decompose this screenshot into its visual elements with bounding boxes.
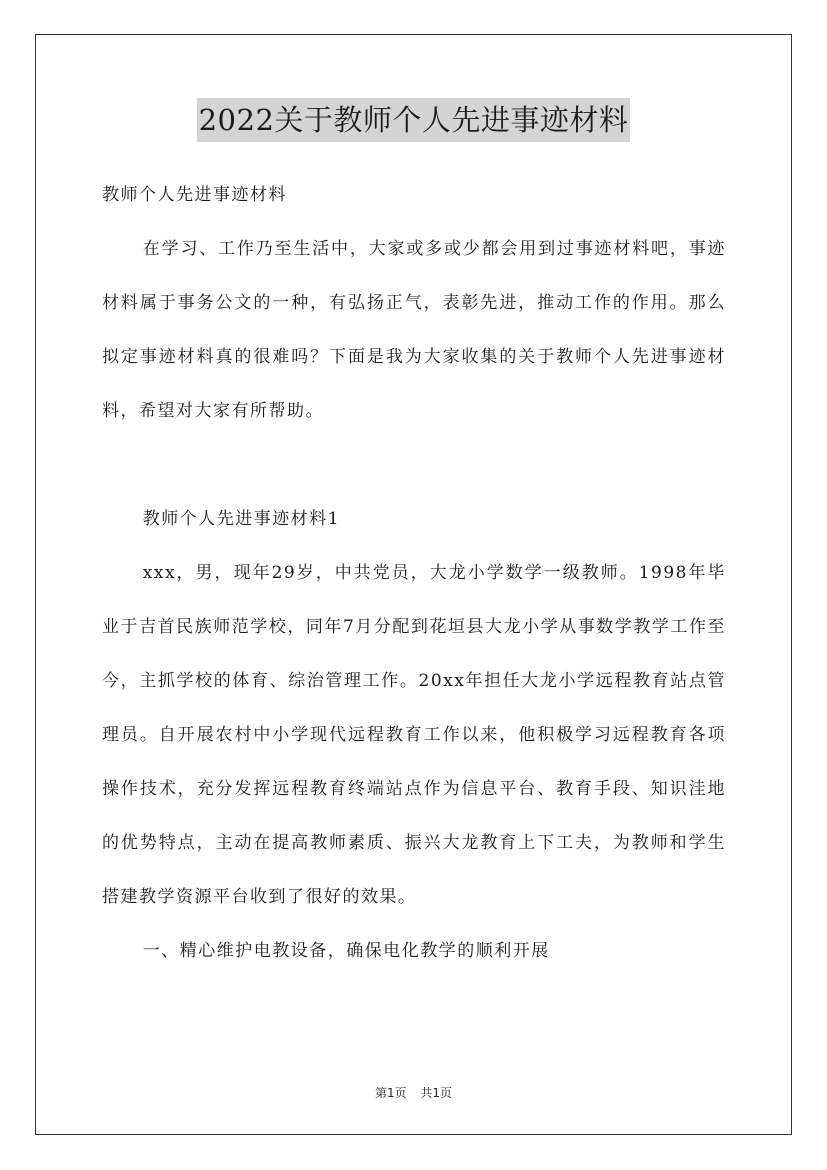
title-container [0, 98, 827, 142]
point-one-heading: 一、精心维护电教设备，确保电化教学的顺利开展 [142, 941, 550, 961]
intro-paragraph: 在学习、工作乃至生活中，大家或多或少都会用到过事迹材料吧，事迹材料属于事务公文的一种，有弘扬正气，表彰先进，推动工作的作用。那么拟定事迹材料真的很难吗？下面是我为大家收集的关于教师个人先进事迹材料，希望对大家有所帮助。 [102, 239, 726, 421]
document-subtitle: 教师个人先进事迹材料 [102, 185, 287, 205]
paragraph-gap [102, 438, 726, 492]
document-title: 2022关于教师个人先进事迹材料 [197, 98, 631, 142]
body-paragraph: xxx，男，现年29岁，中共党员，大龙小学数学一级教师。1998年毕业于吉首民族师范学校，同年7月分配到花垣县大龙小学从事数学教学工作至今，主抓学校的体育、综治管理工作。20xx年担任大龙小学远程教育站点管理员。自开展农村中小学现代远程教育工作以来，他积极学习远程教育各项操作技术，充分发挥远程教育终端站点作为信息平台、教育手段、知识洼地的优势特点，主动在提高教师素质、振兴大龙教育上下工夫，为教师和学生搭建教学资源平台收到了很好的效果。 [102, 563, 726, 907]
document-body [102, 168, 726, 978]
page-number: 第1页 [374, 1086, 407, 1100]
section-heading: 教师个人先进事迹材料1 [142, 509, 341, 529]
page-footer [0, 1084, 827, 1101]
page-total: 共1页 [420, 1086, 453, 1100]
